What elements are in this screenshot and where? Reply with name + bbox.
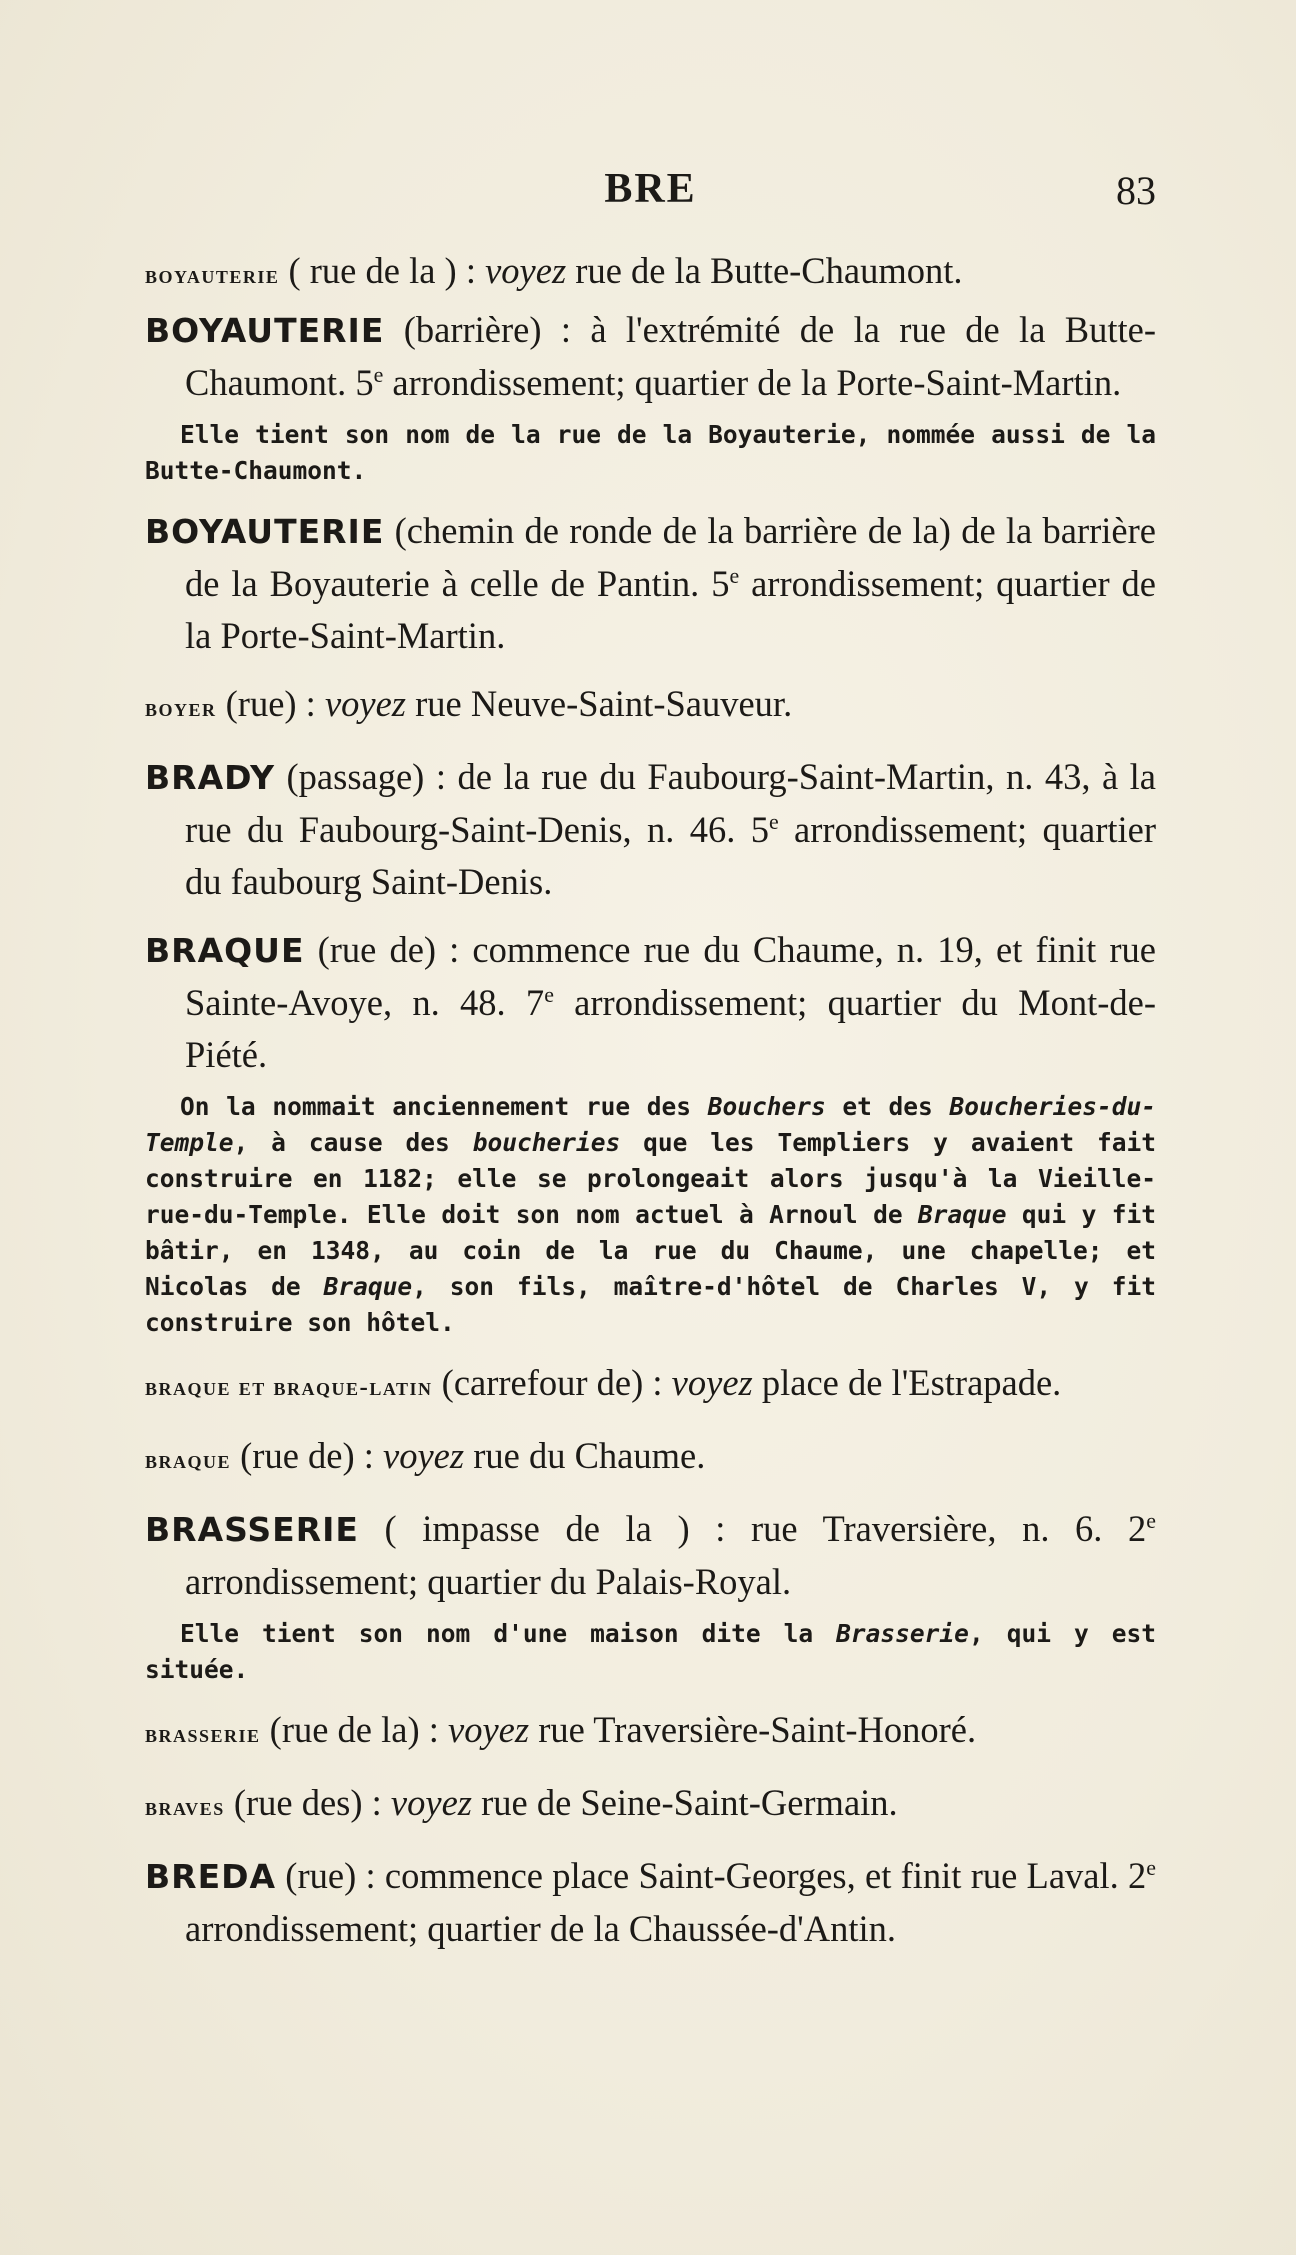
entry-braves	[145, 1777, 1156, 1834]
entry-note	[145, 1089, 1156, 1341]
page-header	[145, 165, 1156, 225]
ordinal-suffix: e	[1146, 1507, 1156, 1533]
entry-description-continued: arrondissement; quartier du faubourg Saint-Denis.	[185, 809, 1156, 902]
entry-headword: boyer	[145, 695, 217, 722]
entry-headword: BRASSERIE	[145, 1510, 359, 1549]
note-emphasis: Braque	[323, 1272, 413, 1301]
entry-boyauterie-rue	[145, 245, 1156, 302]
entry-brady	[145, 751, 1156, 908]
note-emphasis: Braque	[917, 1200, 1007, 1229]
note-text: , à cause des	[233, 1128, 473, 1157]
entry-headword: BREDA	[145, 1857, 277, 1896]
entry-description: ( rue de la ) :	[288, 250, 486, 291]
entry-headword: braque	[145, 1447, 232, 1474]
entry-description-continued: rue du Chaume.	[464, 1435, 706, 1476]
note-text: On la nommait anciennement rue des	[180, 1092, 708, 1121]
entry-headword: BOYAUTERIE	[145, 512, 385, 551]
entry-description-continued: place de l'Estrapade.	[752, 1362, 1062, 1403]
entry-note	[145, 1616, 1156, 1688]
entry-headword: BRADY	[145, 758, 275, 797]
note-emphasis: Boucheries-du-Temple	[145, 1092, 1156, 1157]
entry-boyauterie-barriere	[145, 304, 1156, 409]
entry-braque-et-braque-latin	[145, 1357, 1156, 1414]
running-head: BRE	[604, 166, 697, 212]
entry-description: (rue) : commence place Saint-Georges, et finit rue Laval. 2	[276, 1855, 1147, 1896]
entry-headword: BRAQUE	[145, 931, 305, 970]
ordinal-suffix: e	[768, 808, 779, 834]
note-text: Elle tient son nom d'une maison dite la	[180, 1619, 837, 1648]
voyez-reference: voyez	[671, 1362, 753, 1403]
ordinal-suffix: e	[373, 361, 384, 387]
entry-description-continued: rue de Seine-Saint-Germain.	[471, 1782, 898, 1823]
note-emphasis: Brasserie	[836, 1619, 969, 1648]
entry-boyauterie-chemin-de-ronde	[145, 505, 1156, 662]
entry-description-continued: arrondissement; quartier de la Porte-Saint-Martin.	[383, 362, 1122, 403]
entry-description-continued: rue Neuve-Saint-Sauveur.	[406, 683, 793, 724]
entry-breda	[145, 1850, 1156, 1955]
entry-description-continued: arrondissement; quartier du Palais-Royal.	[185, 1561, 792, 1602]
entry-headword: boyauterie	[145, 262, 280, 289]
entry-headword: BOYAUTERIE	[145, 311, 385, 350]
page-number: 83	[1116, 168, 1156, 213]
note-text: et des	[825, 1092, 950, 1121]
entry-note: Elle tient son nom de la rue de la Boyauterie, nommée aussi de la Butte-Chaumont.	[145, 420, 1156, 485]
entry-description-continued: rue de la Butte-Chaumont.	[566, 250, 963, 291]
entry-description: (rue de) :	[231, 1435, 384, 1476]
note-text: que les Templiers y avaient fait construire en 1182; elle se prolongeait alors jusqu'à la Vieille-rue-du-Temple. Elle doit son nom actuel à Arnoul de	[145, 1128, 1156, 1229]
voyez-reference: voyez	[324, 683, 407, 724]
entry-description-continued: arrondissement; quartier du Mont-de-Piété.	[185, 982, 1156, 1075]
entry-description: (rue des) :	[224, 1782, 391, 1823]
entry-description: (chemin de ronde de la barrière de la) de la barrière de la Boyauterie à celle de Pantin. 5	[185, 510, 1156, 604]
entry-description: (rue de la) :	[260, 1709, 449, 1750]
entry-description: (carrefour de) :	[432, 1362, 672, 1403]
entry-description: (rue de) : commence rue du Chaume, n. 19, et finit rue Sainte-Avoye, n. 48. 7	[185, 929, 1156, 1023]
ordinal-suffix: e	[729, 562, 740, 588]
entry-description: ( impasse de la ) : rue Traversière, n. 6. 2	[358, 1508, 1147, 1549]
note-emphasis: Bouchers	[707, 1092, 826, 1121]
entry-headword: braque et braque-latin	[145, 1374, 433, 1401]
entry-description: (barrière) : à l'extrémité de la rue de la Butte-Chaumont. 5	[185, 309, 1156, 403]
ordinal-suffix: e	[544, 981, 554, 1007]
entry-headword: brasserie	[145, 1721, 261, 1748]
note-text: qui y fit bâtir, en 1348, au coin de la rue du Chaume, une chapelle; et Nicolas de	[145, 1200, 1156, 1301]
dictionary-entries	[145, 245, 1156, 1955]
voyez-reference: voyez	[383, 1435, 465, 1476]
entry-boyer	[145, 678, 1156, 735]
voyez-reference: voyez	[448, 1709, 530, 1750]
ordinal-suffix: e	[1146, 1854, 1156, 1880]
entry-description-continued: arrondissement; quartier de la Chaussée-d'Antin.	[185, 1908, 897, 1949]
entry-headword: braves	[145, 1794, 225, 1821]
entry-description-continued: arrondissement; quartier de la Porte-Saint-Martin.	[185, 563, 1157, 656]
note-text: , son fils, maître-d'hôtel de Charles V, y fit construire son hôtel.	[145, 1272, 1156, 1337]
entry-description: (rue) :	[216, 683, 325, 724]
entry-brasserie-rue	[145, 1704, 1156, 1761]
note-emphasis: boucheries	[472, 1128, 621, 1157]
entry-description-continued: rue Traversière-Saint-Honoré.	[529, 1709, 977, 1750]
entry-brasserie-impasse	[145, 1503, 1156, 1608]
note-text: , qui y est située.	[145, 1619, 1156, 1684]
voyez-reference: voyez	[485, 250, 567, 291]
entry-braque-rue	[145, 924, 1156, 1081]
entry-description: (passage) : de la rue du Faubourg-Saint-Martin, n. 43, à la rue du Faubourg-Saint-Denis, n. 46. 5	[185, 756, 1156, 850]
voyez-reference: voyez	[390, 1782, 472, 1823]
entry-braque-voyez	[145, 1430, 1156, 1487]
